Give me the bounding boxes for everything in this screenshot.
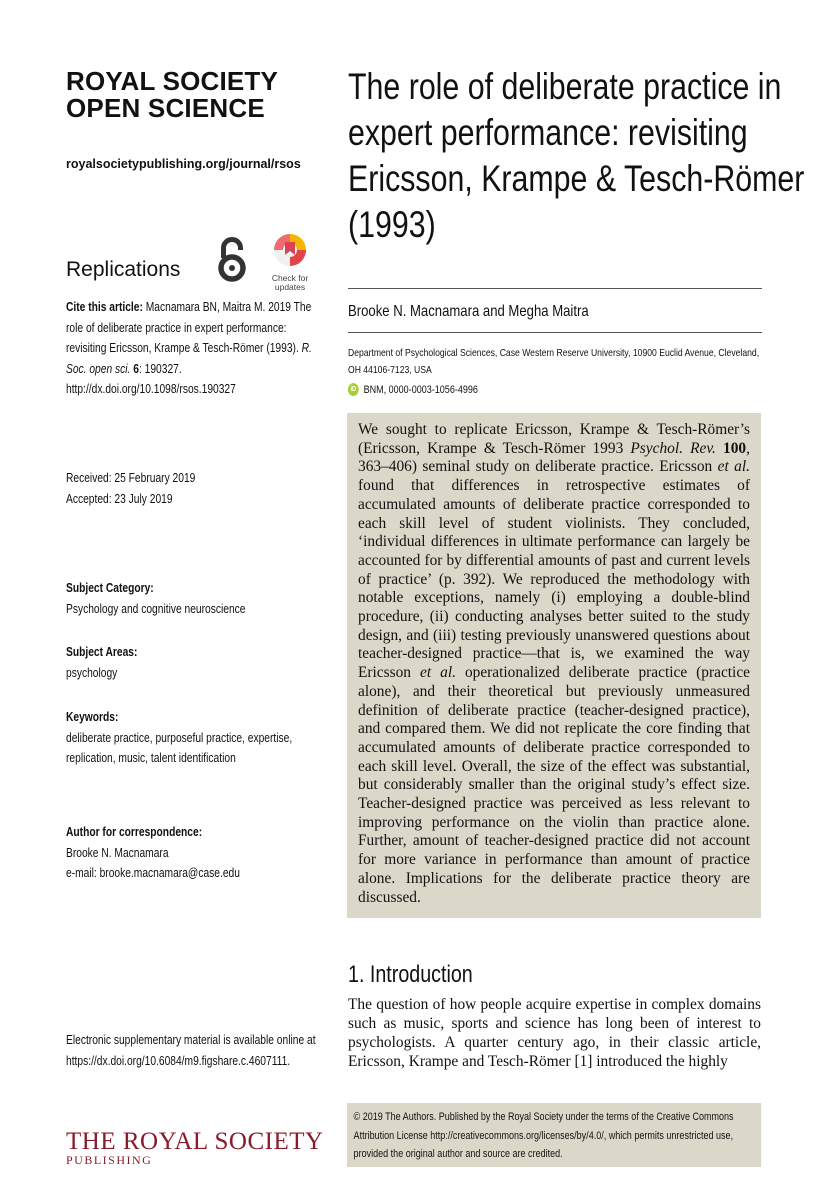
check-updates-line2: updates [274,282,306,292]
journal-logo [66,68,278,122]
subject-category-value: Psychology and cognitive neuroscience [66,601,246,616]
correspondence-email[interactable]: e-mail: brooke.macnamara@case.edu [66,866,240,880]
citation-volume: 6 [133,361,139,376]
citation-label: Cite this article: [66,300,143,314]
publisher-line2: PUBLISHING [66,1153,153,1167]
abstract-etal: et al. [420,664,456,682]
subject-category [66,578,324,619]
citation-doi[interactable]: : 190327. http://dx.doi.org/10.1098/rsos.190327 [66,361,236,396]
open-access-icon [215,236,249,284]
article-title: The role of deliberate practice in expert performance: revisiting Ericsson, Krampe & Tesch-Römer (1993) [348,66,805,245]
intro-paragraph: The question of how people acquire expertise in complex domains such as music, sports and science has long been of interest to psychologists. A quarter century ago, in their classic article, Ericsson, Krampe and Tesch-Römer [1] introduced the highly [348,996,761,1070]
accepted-date: Accepted: 23 July 2019 [66,491,173,506]
subject-areas-heading: Subject Areas: [66,645,138,659]
abstract-volume: 100 [723,439,747,457]
journal-logo-line1: ROYAL SOCIETY [66,66,279,96]
keywords [66,707,324,769]
section-label: Replications [66,258,181,281]
correspondence [66,822,324,884]
abstract-etal: et al. [717,458,750,476]
subject-areas-value: psychology [66,665,118,680]
received-date: Received: 25 February 2019 [66,471,196,485]
abstract-space [716,440,723,457]
subject-category-heading: Subject Category: [66,581,154,595]
title-rule [348,288,762,289]
article-dates [66,468,224,509]
authors-rule [348,332,762,333]
royal-society-publishing-logo [66,1128,324,1168]
check-updates-line1: Check for [271,273,309,283]
keywords-heading: Keywords: [66,710,119,724]
orcid-text: BNM, 0000-0003-1056-4996 [363,383,478,396]
publisher-line1: THE ROYAL SOCIETY [66,1128,324,1155]
abstract-text: , 363–406) seminal study on deliberate practice. Ericsson [358,439,750,476]
subject-areas [66,642,324,683]
orcid-icon: iD [348,383,359,396]
intro-heading: 1. Introduction [348,961,473,988]
correspondence-heading: Author for correspondence: [66,825,203,839]
abstract-text: found that differences in retrospective estimates of accumulated amounts of deliberate practice corresponded to each skill level of student violinists. They concluded, ‘individual differences in ultimate performance can largely be accounted for by differential amounts of past and current levels of practice’ (p. 392). We reproduced the methodology with notable exceptions, namely (i) employing a double-blind procedure, (ii) conducting analyses better suited to the study design, and (iii) testing previously unanswered questions about teacher-designed practice—that is, we examined the way Ericsson [358,477,750,682]
license-box: © 2019 The Authors. Published by the Royal Society under the terms of the Creative Commons Attribution License http://creativecommons.org/licenses/by/4.0/, which permits unrestricted use, provided the original author and source are credited. [347,1103,761,1167]
citation-journal: R. Soc. open sci. [66,341,312,376]
affiliation: Department of Psychological Sciences, Case Western Reserve University, 10900 Euclid Avenue, Cleveland, OH 44106-7123, USA [348,347,760,376]
journal-url[interactable]: royalsocietypublishing.org/journal/rsos [66,157,301,171]
authors: Brooke N. Macnamara and Megha Maitra [348,303,589,320]
citation [66,297,316,400]
check-for-updates-badge[interactable] [265,233,315,292]
abstract-text: operationalized deliberate practice (practice alone), and their theoretical but previously unmeasured definition of deliberate practice (teacher-designed practice), and compared them. We did not replicate the core finding that accumulated amounts of deliberate practice corresponded to each skill level. Overall, the size of the effect was substantial, but considerably smaller than the original study’s effect size. Teacher-designed practice was perceived as less relevant to improving performance on the violin than practice alone. Further, amount of teacher-designed practice did not account for more variance in performance than amount of practice alone. Implications for the deliberate practice theory are discussed. [358,664,750,906]
check-updates-icon [273,233,307,267]
abstract-box [347,413,761,918]
orcid[interactable] [348,383,506,396]
correspondence-name: Brooke N. Macnamara [66,845,169,860]
keywords-value: deliberate practice, purposeful practice, expertise, replication, music, talent identification [66,730,293,765]
supplementary-material: Electronic supplementary material is available online at https://dx.doi.org/10.6084/m9.figshare.c.4607111. [66,1033,316,1068]
citation-text: Macnamara BN, Maitra M. 2019 The role of deliberate practice in expert performance: revisiting Ericsson, Krampe & Tesch-Römer (1993). [66,300,312,355]
abstract-journal: Psychol. Rev. [630,439,716,457]
journal-logo-line2: OPEN SCIENCE [66,93,265,123]
abstract-text: We sought to replicate Ericsson, Krampe & Tesch-Römer’s (Ericsson, Krampe & Tesch-Römer 1993 [358,421,750,457]
